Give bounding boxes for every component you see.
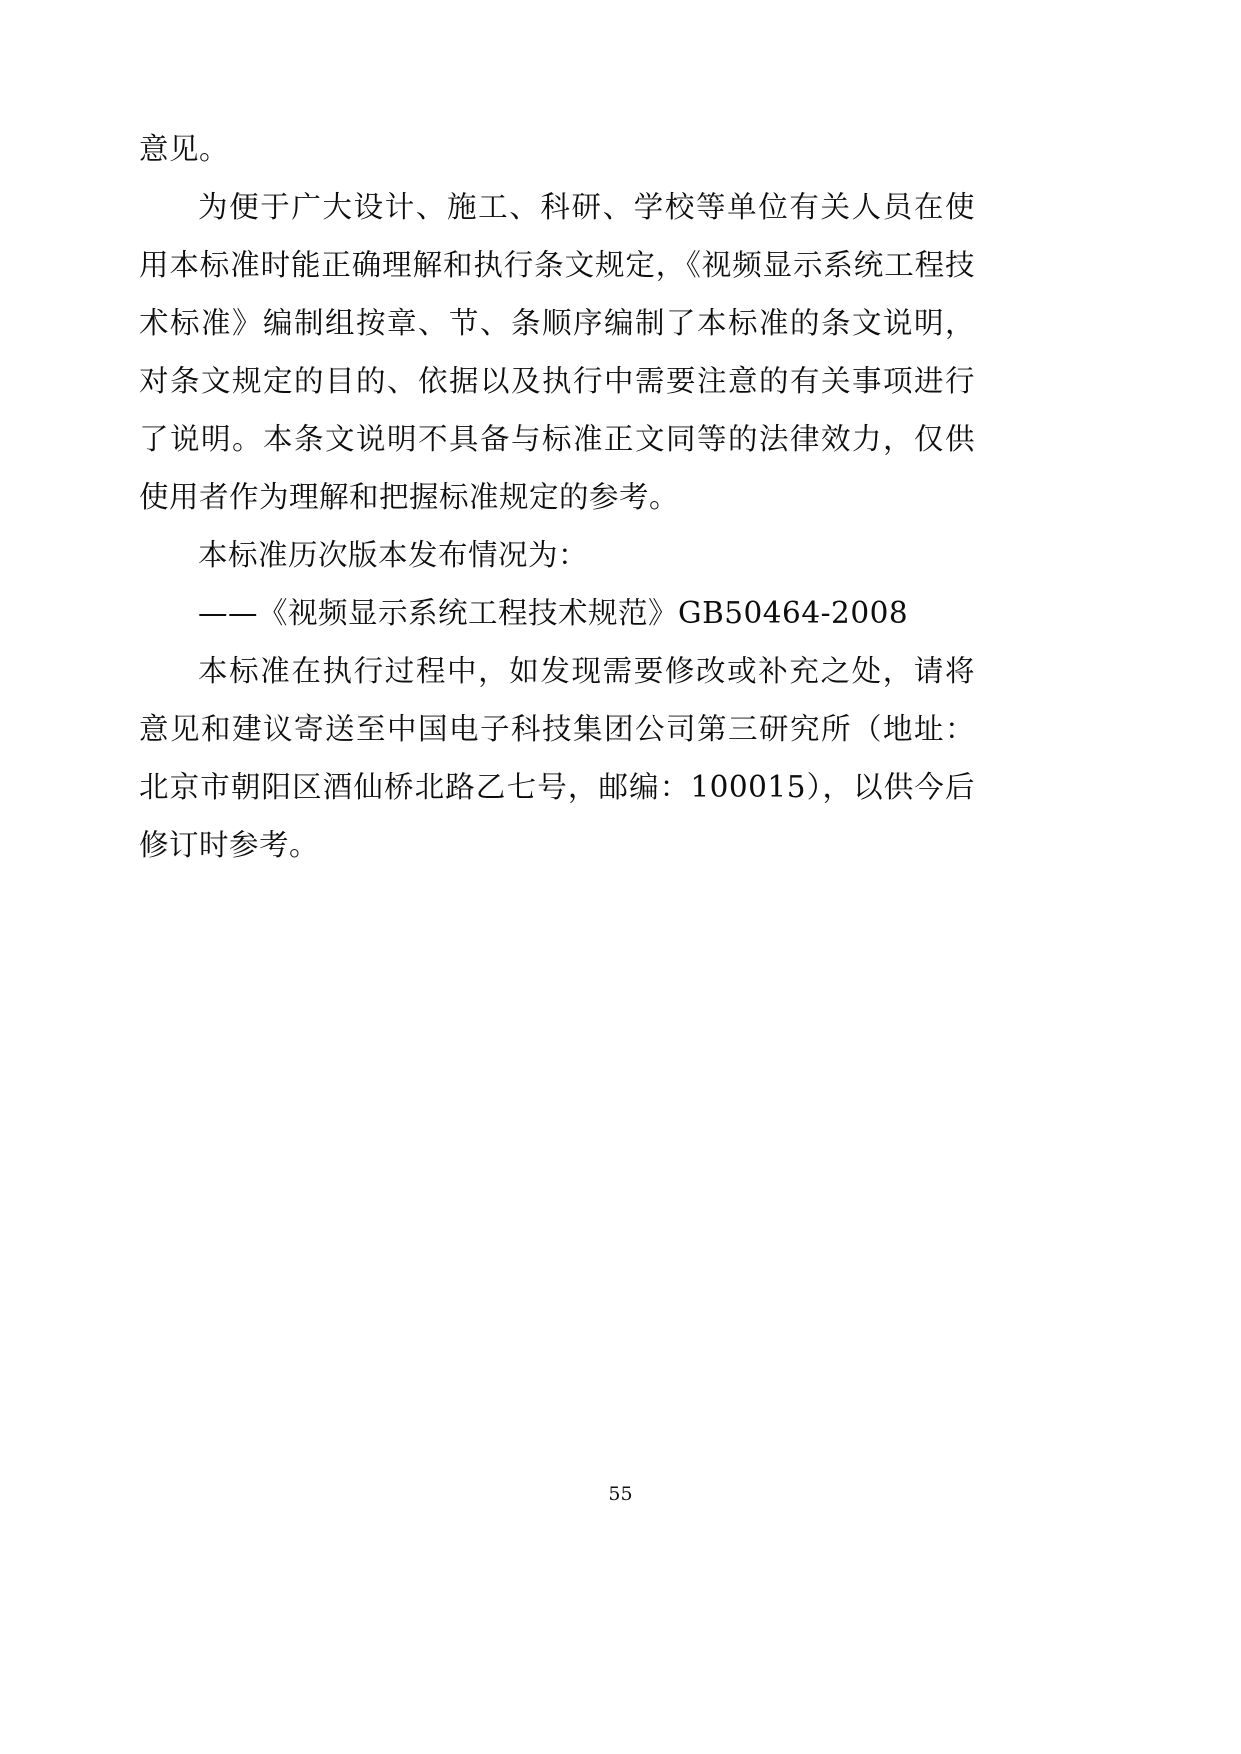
page-number: 55: [608, 1483, 633, 1505]
paragraph-continuation: 意见。: [139, 132, 230, 166]
paragraph-version-history-intro: 本标准历次版本发布情况为：: [198, 538, 589, 572]
paragraph-explanation: 为便于广大设计、施工、科研、学校等单位有关人员在使用本标准时能正确理解和执行条文规定，《视频显示系统工程技术标准》编制组按章、节、条顺序编制了本标准的条文说明，对条文规定的目的、依据以及执行中需要注意的有关事项进行了说明。本条文说明不具备与标准正文同等的法律效力，仅供使用者作为理解和把握标准规定的参考。: [139, 190, 975, 514]
page-body: [139, 120, 975, 874]
paragraph-feedback: 本标准在执行过程中，如发现需要修改或补充之处，请将意见和建议寄送至中国电子科技集团公司第三研究所（地址：北京市朝阳区酒仙桥北路乙七号，邮编：100015），以供今后修订时参考。: [139, 654, 975, 862]
paragraph-version-entry: ——《视频显示系统工程技术规范》GB50464-2008: [198, 596, 909, 630]
